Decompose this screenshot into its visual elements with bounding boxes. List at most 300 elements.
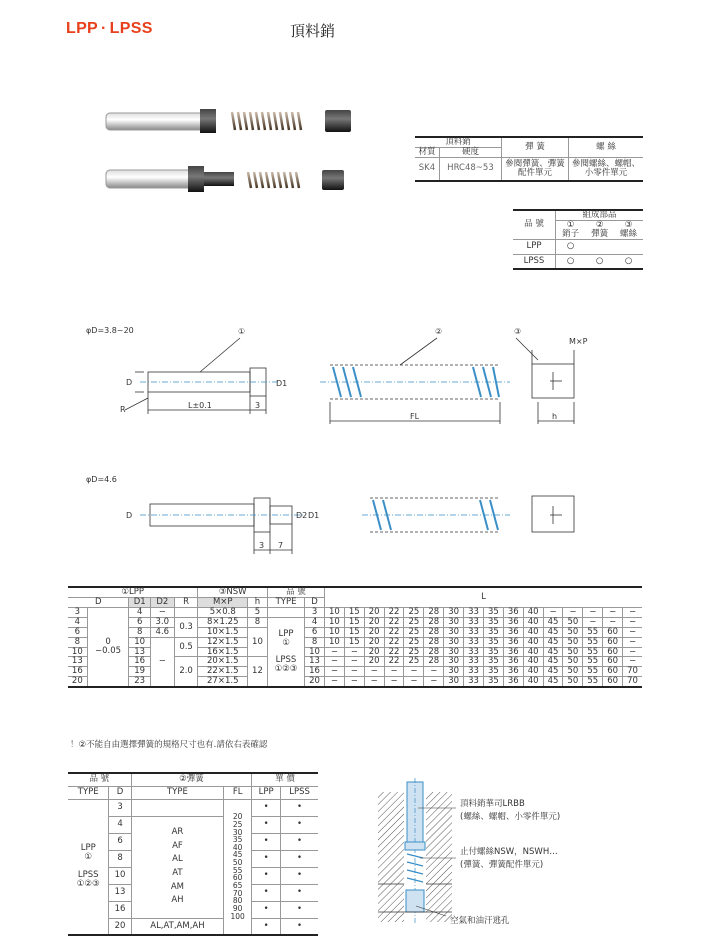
cell-tolerance (87, 607, 129, 687)
cell-MP: 27×1.5 (198, 677, 248, 687)
cell-L: − (623, 627, 642, 637)
product-photo (100, 100, 360, 200)
cell-L: 40 (523, 627, 543, 637)
cell-D2: − (150, 637, 174, 687)
material-table (415, 136, 643, 182)
cell-L: 20 (364, 607, 384, 617)
price-lpp: • (252, 918, 281, 935)
spring-FL-item: 25 (232, 819, 243, 829)
cell-L: 20 (364, 657, 384, 667)
spring-type-lpss: LPSS (77, 870, 99, 881)
spring-col-type: TYPE (68, 786, 109, 799)
cell-L: 33 (464, 657, 484, 667)
material-head-screw: 螺 絲 (569, 137, 644, 157)
material-head-spring: 彈 簧 (502, 137, 569, 157)
cell-L: 30 (444, 607, 464, 617)
diagram1-FL: FL (410, 412, 420, 421)
spring-stype-last: AL,AT,AM,AH (131, 918, 223, 935)
cell-L: − (623, 607, 642, 617)
cell-D1: 19 (129, 667, 151, 677)
col-D: D (68, 597, 129, 607)
price-lpss: • (281, 901, 318, 918)
cell-L: 40 (523, 647, 543, 657)
type-lpp-parts: ① (282, 637, 290, 648)
cell-L: 50 (563, 667, 583, 677)
header-nsw: ③NSW (198, 587, 267, 597)
type-lpss-parts: ①②③ (274, 664, 298, 675)
parts-label: 品 號 (513, 210, 556, 239)
cell-h: 12 (248, 657, 268, 687)
cell-L: 20 (364, 637, 384, 647)
cell-MP: 12×1.5 (198, 637, 248, 647)
diagram2-seven: 7 (278, 541, 284, 550)
parts-mark (585, 239, 614, 254)
cell-L: 25 (404, 627, 424, 637)
assembly-washer-title: 頂料銷華司LRBB (460, 799, 525, 809)
cell-D: 8 (68, 637, 87, 647)
dimension-row (68, 637, 642, 647)
cell-L: 28 (424, 637, 444, 647)
spring-FL-item: 65 (232, 881, 243, 891)
parts-col1-num: ① (566, 219, 575, 230)
material-sub-hardness: 硬度 (439, 147, 501, 157)
parts-mark: ○ (595, 256, 604, 267)
parts-mark: ○ (556, 239, 586, 254)
cell-L: 45 (543, 617, 563, 627)
spring-stype-item: AH (171, 895, 184, 906)
dimension-row (68, 607, 642, 617)
cell-L: 70 (623, 667, 642, 677)
parts-row-lpp: LPP (513, 239, 556, 254)
cell-D1: 6 (129, 617, 151, 627)
spring-FL-item: 40 (232, 842, 243, 852)
price-lpp: • (252, 799, 281, 816)
cell-D: 20 (68, 677, 87, 687)
spring-FL-item: 30 (232, 827, 243, 837)
parts-mark: ○ (566, 256, 575, 267)
cell-L: 22 (384, 647, 404, 657)
spring-reference: 參閱彈簧、彈簧配件單元 (502, 157, 569, 181)
spring-FL-item: 100 (230, 911, 245, 921)
col-MP: M×P (198, 597, 248, 607)
cell-L: 22 (384, 617, 404, 627)
cell-L: − (404, 677, 424, 687)
cell-L: 35 (483, 607, 503, 617)
col-D2: D2 (150, 597, 174, 607)
spring-head-part: 品 號 (68, 773, 131, 786)
cell-L: 55 (583, 647, 603, 657)
cell-L: 35 (483, 647, 503, 657)
cell-L: 20 (364, 627, 384, 637)
cell-L: 50 (563, 637, 583, 647)
cell-L: 45 (543, 627, 563, 637)
cell-L: − (424, 667, 444, 677)
cell-L: 15 (344, 637, 364, 647)
spring-FL-item: 55 (232, 865, 243, 875)
cell-L: 28 (424, 607, 444, 617)
cell-MP: 10×1.5 (198, 627, 248, 637)
cell-L: 50 (563, 647, 583, 657)
cell-L: 50 (563, 617, 583, 627)
cell-L: 40 (523, 637, 543, 647)
cell-L: 45 (543, 647, 563, 657)
cell-D1: 4 (129, 607, 151, 617)
cell-L: − (344, 647, 364, 657)
cell-L: − (424, 677, 444, 687)
dimension-row (68, 627, 642, 637)
spring-col-stype: TYPE (131, 786, 223, 799)
cell-L: 30 (444, 657, 464, 667)
cell-L: 50 (563, 657, 583, 667)
cell-L: − (623, 637, 642, 647)
cell-L: 30 (444, 667, 464, 677)
cell-L: 36 (503, 607, 523, 617)
cell-L: 40 (523, 677, 543, 687)
col-R: R (174, 597, 198, 607)
parts-row-lpss: LPSS (513, 254, 556, 269)
price-lpp: • (252, 833, 281, 850)
cell-L: − (324, 677, 344, 687)
cell-L: 33 (464, 617, 484, 627)
spring-FL-item: 20 (232, 812, 243, 822)
cell-L: 60 (603, 657, 623, 667)
cell-L: − (583, 617, 603, 627)
diagram1-mp: M×P (569, 337, 588, 346)
parts-col2-num: ② (595, 219, 604, 230)
cell-L: 36 (503, 637, 523, 647)
cell-L: 45 (543, 637, 563, 647)
cell-L: 55 (583, 677, 603, 687)
spring-stype-item: AR (171, 827, 184, 838)
cell-L: 40 (523, 667, 543, 677)
spring-type-lpss-parts: ①②③ (76, 879, 100, 890)
price-lpss: • (281, 850, 318, 867)
spring-FL-item: 80 (232, 896, 243, 906)
parts-col2-label: 彈簧 (585, 230, 614, 239)
spring-D: 10 (109, 867, 131, 884)
spring-type-lpp: LPP (80, 843, 96, 854)
spring-note: ！②不能自由選擇彈簧的規格尺寸也有.請依右表確認 (70, 740, 268, 750)
cell-L: 25 (404, 647, 424, 657)
cell-MP: 20×1.5 (198, 657, 248, 667)
diagram2-D1: D1 (308, 511, 320, 520)
cell-L: 35 (483, 637, 503, 647)
cell-MP: 8×1.25 (198, 617, 248, 627)
spring-col-lpp: LPP (252, 786, 281, 799)
parts-col3-label: 螺絲 (614, 230, 643, 239)
diagram1-title: φD=3.8~20 (86, 326, 134, 335)
cell-L: 22 (384, 627, 404, 637)
cell-L: 45 (543, 667, 563, 677)
cell-D1: 16 (129, 657, 151, 667)
cell-L: 33 (464, 627, 484, 637)
brand-lpp: LPP (66, 20, 99, 37)
cell-L: 20 (364, 617, 384, 627)
cell-L: − (384, 677, 404, 687)
assembly-label-washer (460, 798, 560, 824)
cell-L: 60 (603, 677, 623, 687)
price-lpp: • (252, 816, 281, 833)
type-lpp: LPP (278, 628, 294, 639)
cell-L: 36 (503, 657, 523, 667)
cell-type (267, 617, 304, 687)
cell-R: 0.5 (174, 637, 198, 657)
cell-L: − (344, 677, 364, 687)
spring-D: 16 (109, 901, 131, 918)
cell-L: − (324, 647, 344, 657)
cell-D: 4 (68, 617, 87, 627)
cell-MP: 22×1.5 (198, 667, 248, 677)
cell-type-D: 8 (305, 637, 325, 647)
spring-D: 13 (109, 884, 131, 901)
diagram1-callout-1: ① (238, 327, 246, 336)
parts-mark: ○ (624, 256, 633, 267)
diagram-small-diameter (80, 320, 610, 430)
spring-FL-item: 45 (232, 850, 243, 860)
spring-FL-item: 60 (232, 873, 243, 883)
cell-L: 28 (424, 627, 444, 637)
cell-type-D: 16 (305, 667, 325, 677)
cell-L: 50 (563, 677, 583, 687)
cell-type-D: 6 (305, 627, 325, 637)
cell-L: − (583, 607, 603, 617)
cell-L: 28 (424, 647, 444, 657)
diagram1-three: 3 (255, 401, 261, 410)
page-title: 頂料銷 (290, 22, 336, 40)
spring-stype (131, 799, 223, 816)
cell-L: 50 (563, 627, 583, 637)
cell-R (174, 607, 198, 617)
cell-L: 33 (464, 667, 484, 677)
cell-L: 33 (464, 677, 484, 687)
cell-D2: 4.6 (150, 627, 174, 637)
cell-L: 60 (603, 647, 623, 657)
cell-type-D: 4 (305, 617, 325, 627)
cell-L: 35 (483, 657, 503, 667)
assembly-washer-ref: (螺絲、螺帽、小零件單元) (460, 812, 561, 822)
cell-D: 6 (68, 627, 87, 637)
cell-L: 60 (603, 667, 623, 677)
screw-reference: 參閱螺絲、螺帽、小零件單元 (571, 158, 640, 178)
hardness-value: HRC48~53 (439, 157, 501, 181)
cell-L: − (364, 667, 384, 677)
cell-type-D: 3 (305, 607, 325, 617)
spring-D: 8 (109, 850, 131, 867)
price-lpp: • (252, 850, 281, 867)
cell-L: 35 (483, 667, 503, 677)
cell-L: 40 (523, 657, 543, 667)
cell-L: 20 (364, 647, 384, 657)
cell-L: 60 (603, 627, 623, 637)
cell-L: 36 (503, 627, 523, 637)
spring-col-FL: FL (224, 786, 252, 799)
price-lpp: • (252, 884, 281, 901)
cell-L: 33 (464, 637, 484, 647)
cell-L: 15 (344, 607, 364, 617)
cell-L: 55 (583, 667, 603, 677)
type-lpss: LPSS (275, 655, 297, 666)
parts-group: 組成部品 (556, 210, 644, 220)
parts-mark (614, 239, 643, 254)
cell-type (267, 607, 304, 617)
diagram1-D: D (126, 378, 133, 387)
assembly-label-vent: 空氣和油汗逃孔 (450, 916, 510, 926)
price-lpss: • (281, 799, 318, 816)
cell-L: 15 (344, 617, 364, 627)
spring-FL-list (224, 799, 252, 935)
col-D-type: D (305, 597, 325, 607)
cell-L: 70 (623, 677, 642, 687)
spring-stype-item: AM (170, 881, 184, 892)
spring-head-price: 單 價 (252, 773, 318, 786)
material-head-pin: 頂料銷 (415, 137, 502, 147)
col-type: TYPE (267, 597, 304, 607)
cell-h: 8 (248, 617, 268, 627)
cell-L: − (404, 667, 424, 677)
spring-head-spring: ②彈簧 (131, 773, 251, 786)
spring-col-D: D (109, 786, 131, 799)
diagram1-callout-3: ③ (514, 327, 522, 336)
cell-D: 16 (68, 667, 87, 677)
cell-L: − (324, 667, 344, 677)
diagram1-R: R (120, 405, 126, 414)
col-h: h (248, 597, 268, 607)
cell-D: 3 (68, 607, 87, 617)
price-lpss: • (281, 816, 318, 833)
cell-L: 36 (503, 667, 523, 677)
cell-L: 28 (424, 657, 444, 667)
header-part-number: 品 號 (267, 587, 324, 597)
assembly-screw-ref: (彈簧、彈簧配件單元) (460, 860, 544, 870)
cell-L: 36 (503, 617, 523, 627)
spring-D: 4 (109, 816, 131, 833)
brand-header (66, 20, 153, 38)
cell-L: 45 (543, 657, 563, 667)
cell-L: − (324, 657, 344, 667)
cell-L: − (603, 617, 623, 627)
cell-R: 2.0 (174, 657, 198, 687)
cell-L: 28 (424, 617, 444, 627)
cell-L: 25 (404, 637, 424, 647)
cell-L: 55 (583, 657, 603, 667)
spring-stype-item: AF (172, 840, 183, 851)
cell-R: 0.3 (174, 617, 198, 637)
tol-lower: −0.05 (95, 646, 122, 657)
spring-price-table (68, 772, 318, 936)
diagram1-h: h (552, 412, 558, 421)
cell-L: 33 (464, 607, 484, 617)
cell-L: 45 (543, 677, 563, 687)
cell-L: 25 (404, 657, 424, 667)
header-lpp: ①LPP (68, 587, 198, 597)
spring-type-cell (68, 799, 109, 935)
cell-D: 13 (68, 657, 87, 667)
diagram1-L: L±0.1 (188, 401, 212, 410)
spring-row (68, 799, 318, 816)
tol-upper: 0 (105, 637, 111, 648)
material-sub-material: 材質 (415, 147, 439, 157)
cell-D1: 8 (129, 627, 151, 637)
spring-FL-item: 70 (232, 888, 243, 898)
cell-L: 22 (384, 637, 404, 647)
brand-separator: · (101, 20, 107, 37)
spring-FL-item: 50 (232, 858, 243, 868)
cell-L: 25 (404, 617, 424, 627)
cell-L: 30 (444, 627, 464, 637)
cell-L: 55 (583, 637, 603, 647)
cell-L: 30 (444, 677, 464, 687)
price-lpss: • (281, 867, 318, 884)
spring-FL-item: 35 (232, 835, 243, 845)
spring-stype-list (131, 816, 223, 918)
cell-D: 10 (68, 647, 87, 657)
cell-L: 22 (384, 657, 404, 667)
price-lpp: • (252, 901, 281, 918)
cell-D2: − (150, 607, 174, 617)
spring-type-lpp-parts: ① (84, 852, 93, 863)
cell-L: − (603, 607, 623, 617)
spring-stype-item: AL (172, 854, 183, 865)
cell-L: − (623, 617, 642, 627)
brand-lpss: LPSS (109, 20, 153, 37)
cell-L: 22 (384, 607, 404, 617)
price-lpss: • (281, 884, 318, 901)
cell-D1: 23 (129, 677, 151, 687)
diagram2-title: φD=4.6 (86, 475, 117, 484)
cell-L: 25 (404, 607, 424, 617)
price-lpp: • (252, 867, 281, 884)
cell-D2: 3.0 (150, 617, 174, 627)
col-D1: D1 (129, 597, 151, 607)
diagram1-callout-2: ② (435, 327, 443, 336)
spring-col-lpss: LPSS (281, 786, 318, 799)
diagram-large-diameter (80, 470, 610, 560)
dimension-row (68, 617, 642, 627)
material-value: SK4 (415, 157, 439, 181)
dimension-table (68, 586, 642, 688)
cell-L: 33 (464, 647, 484, 657)
header-L: L (324, 587, 642, 607)
cell-L: 60 (603, 637, 623, 647)
cell-type-D: 10 (305, 647, 325, 657)
price-lpss: • (281, 918, 318, 935)
diagram2-D: D (126, 511, 133, 520)
spring-D: 3 (109, 799, 131, 816)
cell-L: 10 (324, 617, 344, 627)
assembly-label-screw (460, 846, 558, 872)
diagram2-three: 3 (259, 541, 265, 550)
cell-L: 35 (483, 627, 503, 637)
cell-D1: 10 (129, 637, 151, 647)
cell-MP: 16×1.5 (198, 647, 248, 657)
cell-h: 5 (248, 607, 268, 617)
cell-type-D: 13 (305, 657, 325, 667)
cell-L: 10 (324, 637, 344, 647)
cell-L: − (563, 607, 583, 617)
cell-D1: 13 (129, 647, 151, 657)
cell-L: − (344, 667, 364, 677)
cell-L: − (623, 647, 642, 657)
cell-L: 30 (444, 637, 464, 647)
cell-L: − (344, 657, 364, 667)
spring-stype-item: AT (172, 868, 183, 878)
cell-L: 35 (483, 617, 503, 627)
cell-L: − (384, 667, 404, 677)
diagram2-D2: D2 (296, 511, 308, 520)
cell-L: 15 (344, 627, 364, 637)
cell-L: 40 (523, 617, 543, 627)
cell-type-D: 20 (305, 677, 325, 687)
